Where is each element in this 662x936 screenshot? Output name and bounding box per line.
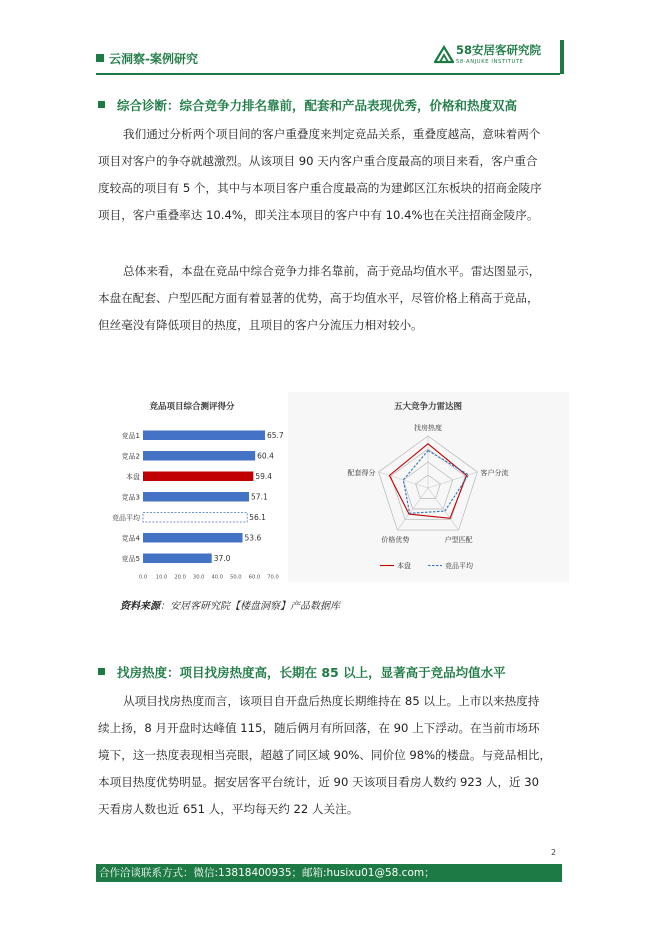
- square-bullet-icon: [98, 668, 105, 675]
- radar-chart: [288, 392, 569, 582]
- bar: [143, 533, 243, 543]
- section-heading-heat: [98, 663, 506, 681]
- bar-category-label: 竞品2: [121, 452, 140, 461]
- bar-axis-tick: 40.0: [211, 574, 224, 581]
- bar-chart-panel: [97, 392, 287, 582]
- radar-chart-panel: [288, 392, 569, 582]
- section-heading-text: 找房热度：项目找房热度高，长期在 85 以上，显著高于竞品均值水平: [117, 665, 506, 680]
- square-bullet-icon: [98, 101, 105, 108]
- header-rule: [96, 73, 560, 75]
- paragraph-line: 总体来看，本盘在竞品中综合竞争力排名靠前，高于竞品均值水平。雷达图显示，: [123, 264, 541, 278]
- logo-name: 58安居客研究院: [456, 43, 542, 57]
- section-heading-diagnosis: [98, 96, 517, 114]
- bar-axis-tick: 30.0: [192, 574, 205, 581]
- paragraph-line: 本盘在配套、户型匹配方面有着显著的优势，高于均值水平，尽管价格上稍高于竞品，: [98, 291, 539, 305]
- paragraph-line: 度较高的项目有 5 个，其中与本项目客户重合度最高的为建邺区江东板块的招商金陵序: [98, 181, 542, 195]
- source-label: 资料来源: [120, 601, 160, 612]
- bar-axis-tick: 10.0: [155, 574, 168, 581]
- bar-axis-tick: 60.0: [248, 574, 261, 581]
- bar-chart: [97, 392, 287, 582]
- bar-value-label: 60.4: [257, 451, 274, 461]
- page-number: 2: [551, 848, 557, 857]
- page-header: [96, 40, 564, 74]
- header-brand-text: 云洞察-案例研究: [109, 52, 198, 66]
- bar-highlight: [143, 472, 253, 482]
- paragraph-line: 项目，客户重叠率达 10.4%，即关注本项目的客户中有 10.4%也在关注招商金陵序。: [98, 208, 539, 222]
- bar-axis-tick: 50.0: [230, 574, 242, 581]
- paragraph-line: 从项目找房热度而言，该项目自开盘后热度长期维持在 85 以上。上市以来热度持: [123, 694, 540, 708]
- radar-axis-label: 户型匹配: [444, 536, 473, 545]
- paragraph-overlap: [98, 121, 564, 229]
- radar-chart-title: 五大竞争力雷达图: [393, 402, 463, 412]
- radar-axis-label: 价格优势: [381, 536, 410, 545]
- paragraph-line: 项目对客户的争夺就越激烈。从该项目 90 天内客户重合度最高的项目来看，客户重合: [98, 154, 538, 168]
- paragraph-summary: [98, 258, 564, 339]
- bar-value-label: 56.1: [249, 513, 266, 523]
- header-vertical-rule: [560, 40, 564, 74]
- bar-chart-title: 竞品项目综合测评得分: [149, 402, 235, 412]
- bar: [143, 492, 249, 502]
- paragraph-line: 天看房人数也近 651 人，平均每天约 22 人关注。: [98, 802, 359, 816]
- bar-value-label: 59.4: [255, 472, 273, 482]
- bar-category-label: 本盘: [126, 473, 140, 482]
- radar-axis-label: 配套得分: [347, 468, 376, 477]
- bar-category-label: 竞品1: [121, 432, 140, 441]
- bar-value-label: 37.0: [213, 554, 231, 564]
- bar-axis-tick: 20.0: [174, 574, 186, 581]
- bar-average: [143, 513, 247, 523]
- logo-subtitle: 58·ANJUKE INSTITUTE: [456, 59, 524, 65]
- bar-value-label: 65.7: [267, 431, 284, 441]
- bar-category-label: 竞品3: [121, 493, 140, 502]
- house-logo-icon: [434, 44, 454, 64]
- paragraph-line: 本项目热度优势明显。据安居客平台统计，近 90 天该项目看房人数约 923 人，近 30: [98, 775, 540, 789]
- bar: [143, 554, 212, 564]
- bar: [143, 451, 255, 461]
- footer-contact: 合作洽谈联系方式：微信:13818400935；邮箱:husixu01@58.com；: [96, 864, 562, 882]
- bar-category-label: 竞品5: [121, 555, 140, 564]
- square-bullet-icon: [96, 54, 104, 62]
- header-brand: [96, 50, 198, 67]
- source-text: ：安居客研究院【楼盘洞察】产品数据库: [160, 601, 340, 612]
- paragraph-line: 境下，这一热度表现相当亮眼，超越了同区域 90%、同价位 98%的楼盘。与竞品相比，: [98, 748, 552, 762]
- paragraph-line: 但丝毫没有降低项目的热度，且项目的客户分流压力相对较小。: [98, 318, 423, 332]
- bar-category-label: 竞品4: [121, 534, 140, 543]
- radar-axis-label: 客户分流: [480, 468, 509, 477]
- paragraph-line: 我们通过分析两个项目间的客户重叠度来判定竞品关系，重叠度越高，意味着两个: [123, 127, 541, 141]
- source-note: [120, 597, 340, 612]
- bar-value-label: 57.1: [251, 492, 268, 502]
- section-heading-text: 综合诊断：综合竞争力排名靠前，配套和产品表现优秀，价格和热度双高: [117, 98, 518, 113]
- paragraph-heat: [98, 688, 564, 823]
- bar-axis-tick: 0.0: [138, 574, 148, 581]
- charts-panel: [97, 392, 569, 582]
- radar-legend-label: 本盘: [397, 562, 411, 570]
- paragraph-line: 续上扬，8 月开盘时达峰值 115，随后俩月有所回落，在 90 上下浮动。在当前市场环: [98, 721, 540, 735]
- bar-axis-tick: 70.0: [267, 574, 279, 581]
- bar-value-label: 53.6: [244, 533, 262, 543]
- bar-category-label: 竞品平均: [112, 514, 140, 523]
- institute-logo: [434, 42, 552, 72]
- bar: [143, 431, 265, 441]
- radar-axis-label: 找房热度: [414, 424, 442, 432]
- radar-legend-label: 竞品平均: [445, 562, 473, 570]
